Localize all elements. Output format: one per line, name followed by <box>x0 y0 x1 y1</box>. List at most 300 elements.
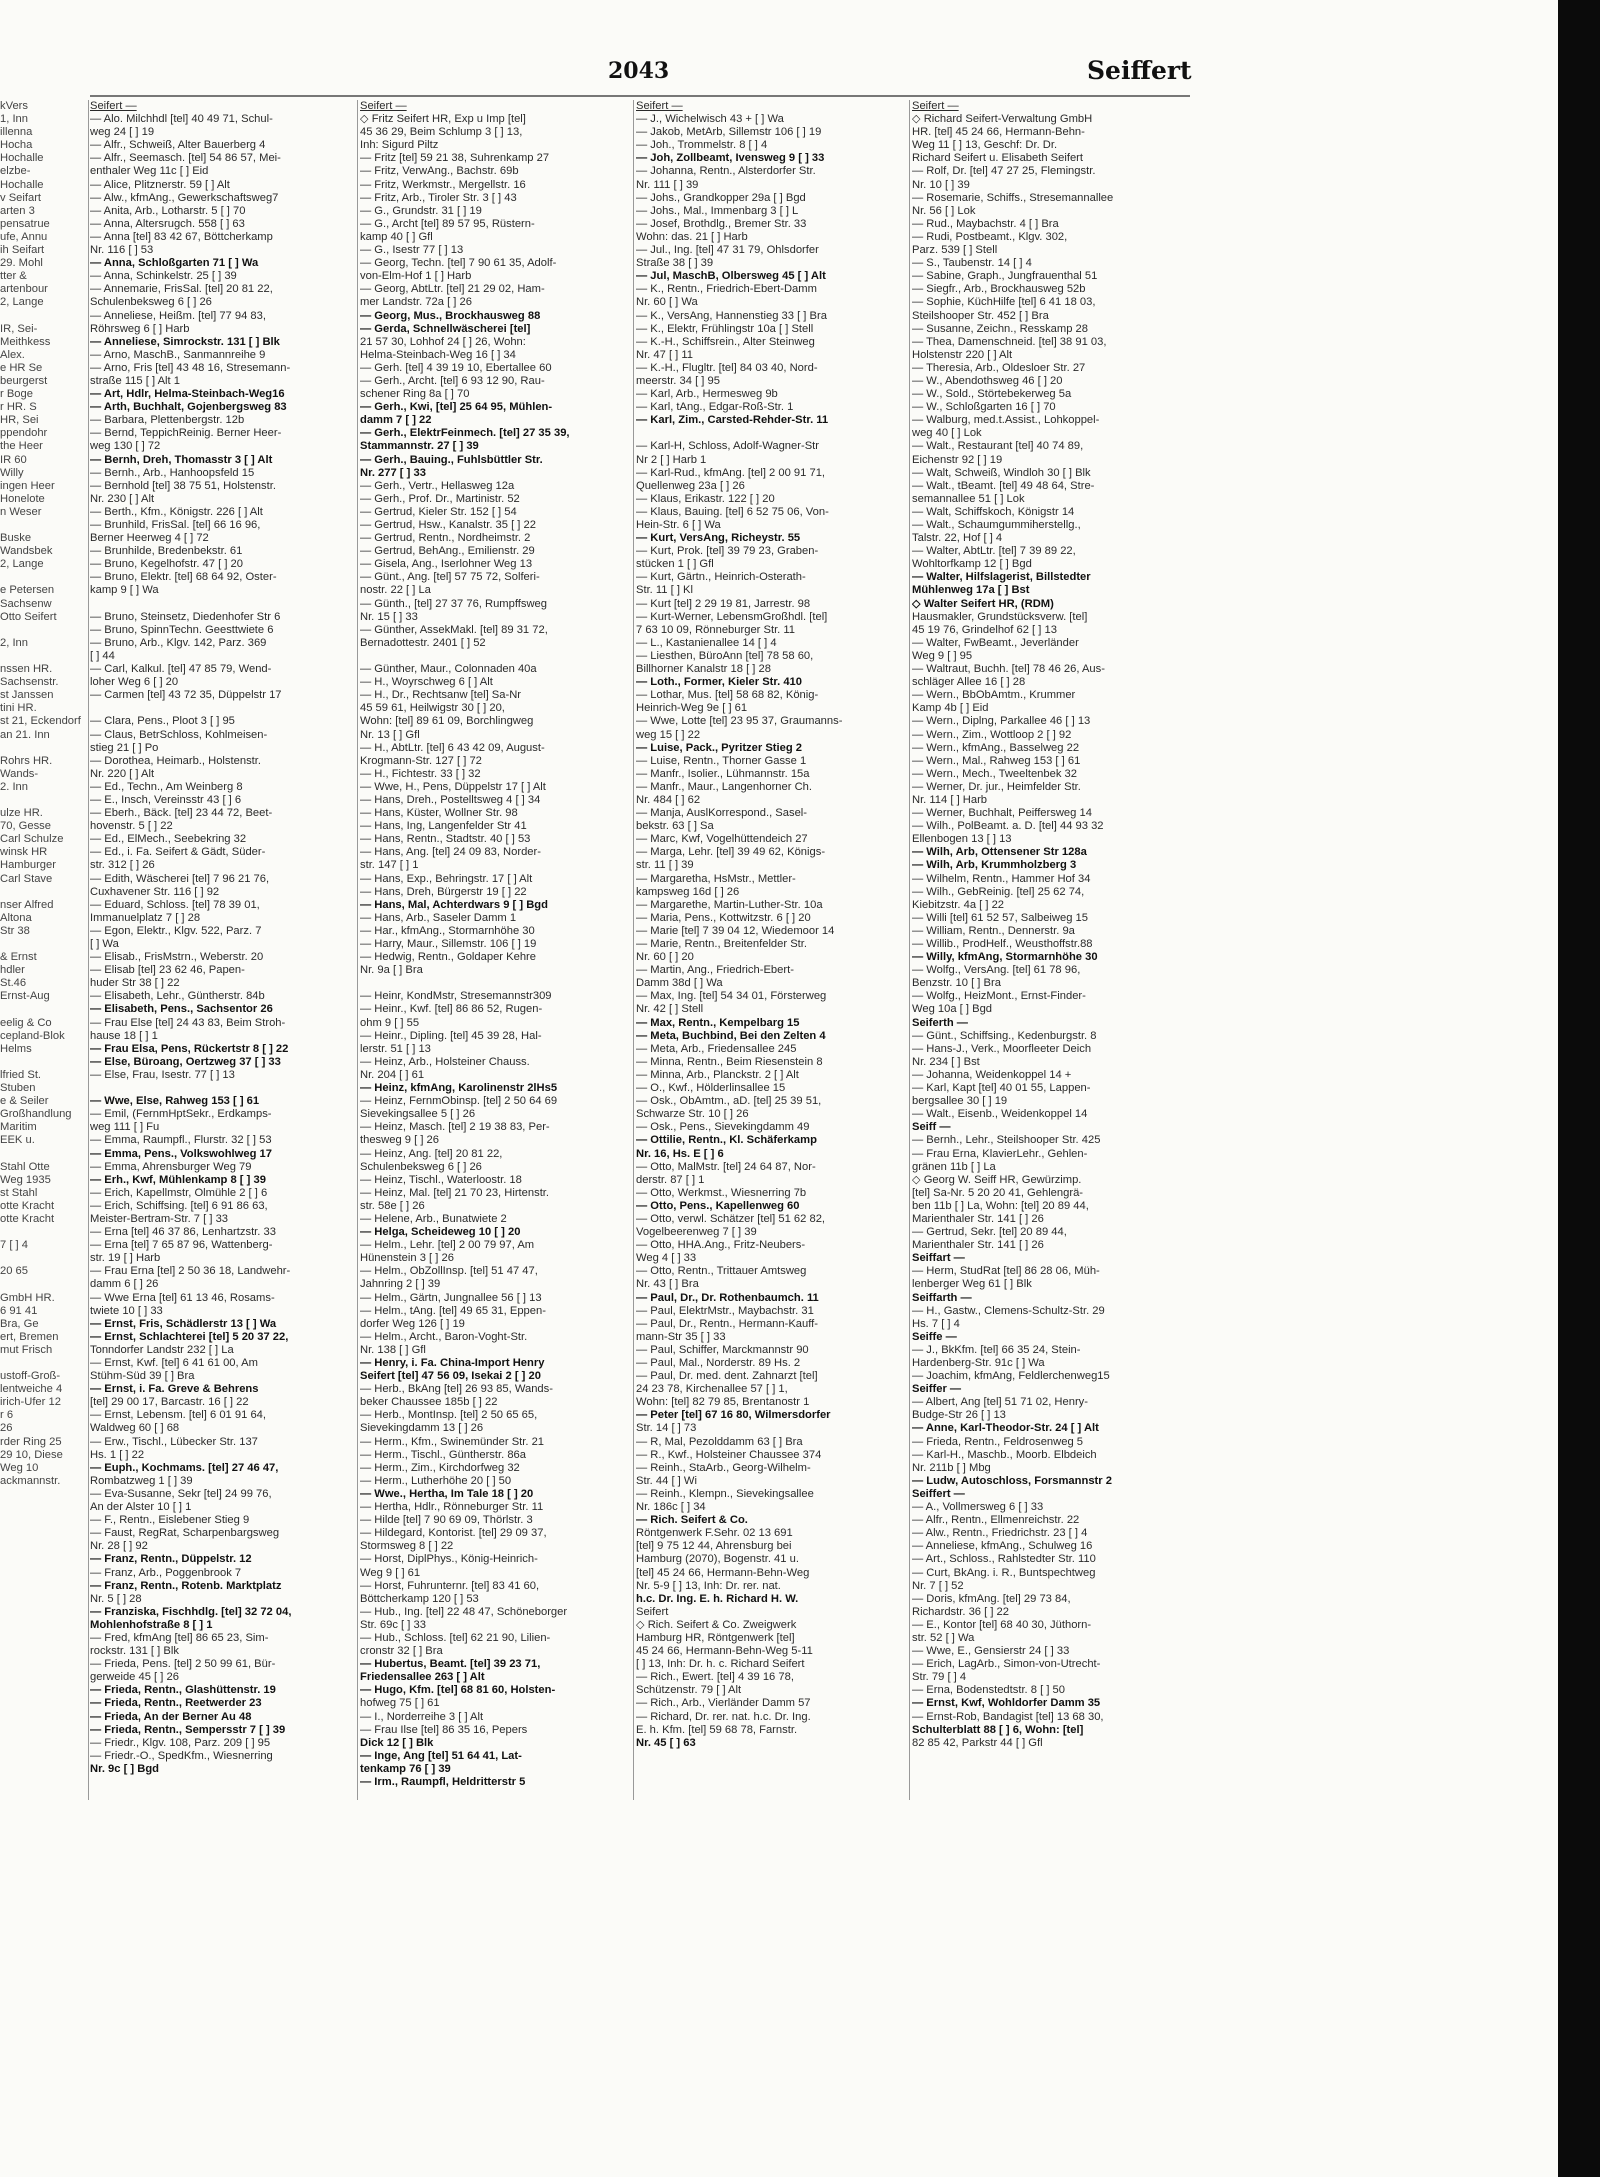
directory-entry-line: Nr. 9c [ ] Bgd <box>90 1762 159 1775</box>
directory-entry-line: — Eva-Susanne, Sekr [tel] 24 99 76, <box>90 1487 272 1500</box>
directory-entry-line: — Fritz, Werkmstr., Mergellstr. 16 <box>360 178 526 191</box>
directory-entry-line: — Karl-H, Schloss, Adolf-Wagner-Str <box>636 440 819 453</box>
directory-entry-line: — Anna, Altersrugch. 558 [ ] 63 <box>90 217 245 230</box>
directory-entry-line: damm 6 [ ] 26 <box>90 1278 159 1291</box>
directory-entry-line: derstr. 87 [ ] 1 <box>636 1173 705 1186</box>
directory-entry-line: — Max, Ing. [tel] 54 34 01, Försterweg <box>636 990 827 1003</box>
directory-entry-line: Marienthaler Str. 141 [ ] 26 <box>912 1239 1044 1252</box>
directory-entry-line: — Klaus, Erikastr. 122 [ ] 20 <box>636 492 775 505</box>
directory-entry-line: — Otto, MalMstr. [tel] 24 64 87, Nor- <box>636 1160 816 1173</box>
directory-entry-line: Nr. 111 [ ] 39 <box>636 178 699 191</box>
fragment-line: irich-Ufer 12 <box>0 1396 61 1409</box>
directory-entry-line: 45 19 76, Grindelhof 62 [ ] 13 <box>912 623 1057 636</box>
directory-entry-line: — Ed., i. Fa. Seifert & Gädt, Süder- <box>90 846 266 859</box>
directory-entry-line: — Wwe., Hertha, Im Tale 18 [ ] 20 <box>360 1487 534 1500</box>
directory-entry-line: Röntgenwerk F.Sehr. 02 13 691 <box>636 1527 793 1540</box>
directory-column-2 <box>360 100 628 2160</box>
directory-entry-line: — Clara, Pens., Ploot 3 [ ] 95 <box>90 715 235 728</box>
directory-entry-line: — Annemarie, FrisSal. [tel] 20 81 22, <box>90 283 273 296</box>
directory-entry-line: — Otto, Rentn., Trittauer Amtsweg <box>636 1265 807 1278</box>
directory-entry-line: — Berth., Kfm., Königstr. 226 [ ] Alt <box>90 505 263 518</box>
directory-entry-line: hovenstr. 5 [ ] 22 <box>90 820 173 833</box>
directory-entry-line: — Ed., Techn., Am Weinberg 8 <box>90 780 243 793</box>
directory-entry-line: — Hans, Exp., Behringstr. 17 [ ] Alt <box>360 872 533 885</box>
directory-entry-line: Schulenbeksweg 6 [ ] 26 <box>90 296 212 309</box>
directory-entry-line: Seiffarth — <box>912 1291 972 1304</box>
directory-entry-line: — Gerh. [tel] 4 39 19 10, Ebertallee 60 <box>360 361 552 374</box>
directory-entry-line: Hünenstein 3 [ ] 26 <box>360 1252 454 1265</box>
directory-entry-line: — Heinz, Arb., Holsteiner Chauss. <box>360 1055 530 1068</box>
fragment-line: Sachsenw <box>0 597 52 610</box>
directory-entry-line: — Claus, BetrSchloss, Kohlmeisen- <box>90 728 268 741</box>
directory-entry-line: — Wilh., PolBeamt. a. D. [tel] 44 93 32 <box>912 820 1104 833</box>
directory-entry-line: — Heinz, Masch. [tel] 2 19 38 83, Per- <box>360 1121 550 1134</box>
directory-entry-line: — Marc, Kwf, Vogelhüttendeich 27 <box>636 833 808 846</box>
directory-entry-line: — Bernd, TeppichReinig. Berner Heer- <box>90 427 282 440</box>
directory-entry-line: — Frieda, Pens. [tel] 2 50 99 61, Bür- <box>90 1658 276 1671</box>
fragment-line: st 21, Eckendorf <box>0 715 81 728</box>
directory-entry-line: Nr. 116 [ ] 53 <box>90 244 154 257</box>
directory-entry-line: — Hub., Ing. [tel] 22 48 47, Schöneborger <box>360 1605 568 1618</box>
directory-entry-line: Meister-Bertram-Str. 7 [ ] 33 <box>90 1212 229 1225</box>
directory-entry-line: — Ernst, i. Fa. Greve & Behrens <box>90 1383 259 1396</box>
directory-entry-line: weg 111 [ ] Fu <box>90 1121 160 1134</box>
directory-entry-line: — Georg, Mus., Brockhausweg 88 <box>360 309 541 322</box>
directory-entry-line: — Barbara, Plettenbergstr. 12b <box>90 414 245 427</box>
directory-entry-line: — Marie [tel] 7 39 04 12, Wiedemoor 14 <box>636 924 835 937</box>
fragment-line <box>0 1357 86 1370</box>
directory-entry-line: — Bruno, Elektr. [tel] 68 64 92, Oster- <box>90 571 277 584</box>
directory-entry-line: — Hubertus, Beamt. [tel] 39 23 71, <box>360 1658 541 1671</box>
directory-entry-line: meerstr. 34 [ ] 95 <box>636 374 720 387</box>
directory-entry-line: Stormsweg 8 [ ] 22 <box>360 1540 454 1553</box>
directory-column-1 <box>90 100 358 2160</box>
directory-entry-line: str. 52 [ ] Wa <box>912 1631 975 1644</box>
directory-entry-line: — Irm., Raumpfl, Heldritterstr 5 <box>360 1776 526 1788</box>
directory-entry-line: mer Landstr. 72a [ ] 26 <box>360 296 472 309</box>
directory-entry-line: Seiffert — <box>912 1487 965 1500</box>
fragment-line: Hochalle <box>0 152 44 165</box>
directory-entry-line: — Rich., Ewert. [tel] 4 39 16 78, <box>636 1671 794 1684</box>
directory-entry-line: bergsallee 30 [ ] 19 <box>912 1095 1008 1108</box>
directory-entry-line: — Bernh., Arb., Hanhoopsfeld 15 <box>90 466 255 479</box>
fragment-line: elzbe- <box>0 165 31 178</box>
fragment-line: beurgerst <box>0 374 48 387</box>
directory-entry-line: Nr. 220 [ ] Alt <box>90 767 155 780</box>
directory-entry-line: semannallee 51 [ ] Lok <box>912 492 1025 505</box>
directory-entry-line: Hamburg HR, Röntgenwerk [tel] <box>636 1631 795 1644</box>
fragment-line <box>0 886 86 899</box>
directory-entry-line: — Joh., Trommelstr. 8 [ ] 4 <box>636 139 768 152</box>
directory-entry-line: — Hans, Dreh, Bürgerstr 19 [ ] 22 <box>360 885 527 898</box>
directory-entry-line: — Osk., Pens., Sievekingdamm 49 <box>636 1121 810 1134</box>
directory-entry-line: — Erich, Kapellmstr, Olmühle 2 [ ] 6 <box>90 1186 268 1199</box>
column-surname-header: Seifert — <box>90 100 137 112</box>
directory-entry-line: — Max, Rentn., Kempelbarg 15 <box>636 1016 800 1029</box>
directory-entry-line: bekstr. 63 [ ] Sa <box>636 820 714 833</box>
directory-entry-line: — Walter, Hilfslagerist, Billstedter <box>912 571 1091 584</box>
directory-entry-line: Vogelbeerenweg 7 [ ] 39 <box>636 1226 757 1239</box>
directory-entry-line: beker Chaussee 185b [ ] 22 <box>360 1396 498 1409</box>
directory-entry-line: — Margaretha, HsMstr., Mettler- <box>636 872 796 885</box>
directory-entry-line: — Paul, Dr., Dr. Rothenbaumch. 11 <box>636 1291 819 1304</box>
directory-entry-line: — Hildegard, Kontorist. [tel] 29 09 37, <box>360 1527 547 1540</box>
fragment-line: 1, Inn <box>0 113 28 126</box>
fragment-line: 29. Mohl <box>0 257 43 270</box>
directory-entry-line: kamp 40 [ ] Gfl <box>360 230 433 243</box>
directory-entry-line: — Jul., Ing. [tel] 47 31 79, Ohlsdorfer <box>636 244 819 257</box>
directory-entry-line: tenkamp 76 [ ] 39 <box>360 1762 451 1775</box>
fragment-line: Buske <box>0 532 32 545</box>
directory-entry-line: lerstr. 51 [ ] 13 <box>360 1042 431 1055</box>
directory-entry-line: — Ernst, Fris, Schädlerstr 13 [ ] Wa <box>90 1317 277 1330</box>
fragment-line: ih Seifart <box>0 244 45 257</box>
directory-entry-line: — Helene, Arb., Bunatwiete 2 <box>360 1212 507 1225</box>
header-rule <box>90 95 1190 97</box>
column-surname-header: Seifert — <box>912 100 959 112</box>
fragment-line: 6 91 41 <box>0 1304 38 1317</box>
directory-entry-line: — Walt, Schweiß, Windloh 30 [ ] Blk <box>912 466 1091 479</box>
page-header-name: Seiffert <box>1087 56 1192 85</box>
directory-entry-line: — Wern., Mal., Rahweg 153 [ ] 61 <box>912 754 1081 767</box>
directory-entry-line: — Hans, Ing, Langenfelder Str 41 <box>360 820 527 833</box>
fragment-line: Sachsenstr. <box>0 676 59 689</box>
directory-entry-line: Nr. 211b [ ] Mbg <box>912 1461 991 1474</box>
fragment-line: Wands- <box>0 767 39 780</box>
directory-entry-line: Marienthaler Str. 141 [ ] 26 <box>912 1212 1044 1225</box>
column-surname-header: Seifert — <box>360 100 407 112</box>
directory-entry-line: — Henry, i. Fa. China-Import Henry <box>360 1357 545 1369</box>
directory-entry-line: — Wwe, E., Gensierstr 24 [ ] 33 <box>912 1645 1070 1658</box>
directory-entry-line: dorfer Weg 126 [ ] 19 <box>360 1317 465 1330</box>
fragment-line: mut Frisch <box>0 1343 53 1356</box>
directory-entry-line: kampsweg 16d [ ] 26 <box>636 885 740 898</box>
directory-entry-line: Hein-Str. 6 [ ] Wa <box>636 519 721 531</box>
fragment-line: winsk HR <box>0 846 48 859</box>
column-divider <box>357 100 358 1800</box>
directory-entry-line: — Helm., ObZollInsp. [tel] 51 47 47, <box>360 1265 538 1278</box>
fragment-line: Otto Seifert <box>0 610 57 623</box>
directory-entry-line: — Wern., Zim., Wottloop 2 [ ] 92 <box>912 728 1072 741</box>
directory-entry-line: ◇ Georg W. Seiff HR, Gewürzimp. <box>912 1173 1082 1186</box>
directory-entry-line: — Herm., Tischl., Güntherstr. 86a <box>360 1448 527 1461</box>
directory-entry-line: — Johanna, Weidenkoppel 14 + <box>912 1068 1072 1081</box>
fragment-line: Weg 10 <box>0 1461 39 1474</box>
directory-entry-line: ohm 9 [ ] 55 <box>360 1016 420 1029</box>
fragment-line: Hamburger <box>0 859 56 872</box>
directory-entry-line: — Bernhold [tel] 38 75 51, Holstenstr. <box>90 479 276 492</box>
directory-entry-line: — Siegfr., Arb., Brockhausweg 52b <box>912 283 1086 296</box>
directory-entry-line: — K.-H., Schiffsrein., Alter Steinweg <box>636 335 815 348</box>
directory-entry-line <box>636 427 904 440</box>
directory-entry-line: Mühlenweg 17a [ ] Bst <box>912 584 1030 597</box>
directory-entry-line: Immanuelplatz 7 [ ] 28 <box>90 911 201 924</box>
fragment-line: 20 65 <box>0 1265 28 1278</box>
directory-entry-line: — Heinz, kfmAng, Karolinenstr 2lHs5 <box>360 1082 558 1095</box>
directory-entry-line: str. 147 [ ] 1 <box>360 859 419 872</box>
directory-entry-line: — Frau Else [tel] 24 43 83, Beim Stroh- <box>90 1016 286 1029</box>
directory-entry-line: [tel] 29 00 17, Barcastr. 16 [ ] 22 <box>90 1396 249 1409</box>
directory-entry-line: Budge-Str 26 [ ] 13 <box>912 1409 1006 1422</box>
directory-entry-line: Straße 38 [ ] 39 <box>636 257 714 270</box>
directory-entry-line: — E., Kontor [tel] 68 40 30, Jüthorn- <box>912 1618 1092 1631</box>
directory-entry-line: weg 24 [ ] 19 <box>90 126 155 139</box>
directory-entry-line: — Euph., Kochmams. [tel] 27 46 47, <box>90 1461 279 1474</box>
directory-entry-line: — Wwe, H., Pens, Düppelstr 17 [ ] Alt <box>360 780 546 793</box>
directory-entry-line: — Erich, Schiffsing. [tel] 6 91 86 63, <box>90 1199 268 1212</box>
directory-entry-line: — H., Gastw., Clemens-Schultz-Str. 29 <box>912 1304 1105 1317</box>
directory-entry-line: [ ] Wa <box>90 938 119 950</box>
directory-entry-line: Nr. 7 [ ] 52 <box>912 1579 964 1592</box>
directory-entry-line: — Anneliese, Simrockstr. 131 [ ] Blk <box>90 335 280 348</box>
directory-entry-line: — Carmen [tel] 43 72 35, Düppelstr 17 <box>90 689 282 702</box>
directory-entry-line: hause 18 [ ] 1 <box>90 1029 158 1042</box>
column-divider <box>88 100 89 1800</box>
directory-entry-line: — Gertrud, Sekr. [tel] 20 89 44, <box>912 1226 1067 1239</box>
directory-entry-line: — Kurt-Werner, LebensmGroßhdl. [tel] <box>636 610 828 623</box>
directory-entry-line: — Meta, Buchbind, Bei den Zelten 4 <box>636 1029 826 1042</box>
directory-entry-line: — Alfr., Schweiß, Alter Bauerberg 4 <box>90 139 266 152</box>
directory-entry-line: — Walt., Restaurant [tel] 40 74 89, <box>912 440 1084 453</box>
directory-entry-line: — H., Woyrschweg 6 [ ] Alt <box>360 676 493 689</box>
directory-entry-line: — H., Fichtestr. 33 [ ] 32 <box>360 767 481 780</box>
fragment-line: 70, Gesse <box>0 820 51 833</box>
directory-entry-line: — Willib., ProdHelf., Weusthoffstr.88 <box>912 938 1093 950</box>
fragment-line: r HR. S <box>0 401 37 414</box>
fragment-line: e Petersen <box>0 584 55 597</box>
directory-entry-line: — Hans, Rentn., Stadtstr. 40 [ ] 53 <box>360 833 531 846</box>
directory-entry-line: Schützenstr. 79 [ ] Alt <box>636 1684 742 1697</box>
directory-entry-line <box>360 977 628 990</box>
directory-entry-line: Seiffe — <box>912 1330 957 1343</box>
directory-entry-line: — Frau Erna, KlavierLehr., Gehlen- <box>912 1147 1088 1160</box>
directory-entry-line: Holstenstr 220 [ ] Alt <box>912 348 1013 361</box>
directory-entry-line: — Otto, HHA.Ang., Fritz-Neubers- <box>636 1239 806 1252</box>
directory-entry-line: — Albert, Ang [tel] 51 71 02, Henry- <box>912 1396 1088 1409</box>
fragment-line: Helms <box>0 1042 32 1055</box>
directory-entry-line: — H., AbtLtr. [tel] 6 43 42 09, August- <box>360 741 545 754</box>
directory-entry-line: — Marga, Lehr. [tel] 39 49 62, Königs- <box>636 846 826 859</box>
directory-entry-line: — A., Vollmersweg 6 [ ] 33 <box>912 1501 1044 1514</box>
directory-entry-line: — Heinr, KondMstr, Stresemannstr309 <box>360 990 552 1003</box>
directory-entry-line: — Curt, BkAng. i. R., Buntspechtweg <box>912 1566 1096 1579</box>
directory-entry-line: Nr. 43 [ ] Bra <box>636 1278 699 1291</box>
directory-entry-line: — Else, Frau, Isestr. 77 [ ] 13 <box>90 1068 235 1081</box>
directory-entry-line: — Heinr., Dipling. [tel] 45 39 28, Hal- <box>360 1029 542 1042</box>
directory-entry-line: Damm 38d [ ] Wa <box>636 977 723 990</box>
directory-entry-line: — Anna, Schinkelstr. 25 [ ] 39 <box>90 270 237 283</box>
directory-entry-line: — Eduard, Schloss. [tel] 78 39 01, <box>90 898 260 911</box>
fragment-line: GmbH HR. <box>0 1291 55 1304</box>
directory-entry-line: — Karl-Rud., kfmAng. [tel] 2 00 91 71, <box>636 466 826 479</box>
directory-entry-line: Nr. 138 [ ] Gfl <box>360 1343 426 1356</box>
directory-entry-line: — Brunhilde, Bredenbekstr. 61 <box>90 545 243 558</box>
directory-entry-line: — Herm., Zim., Kirchdorfweg 32 <box>360 1461 520 1474</box>
directory-entry-line: weg 40 [ ] Lok <box>912 427 982 440</box>
directory-entry-line: loher Weg 6 [ ] 20 <box>90 676 179 689</box>
directory-entry-line: — Gisela, Ang., Iserlohner Weg 13 <box>360 558 533 571</box>
directory-entry-line: — Fred, kfmAng [tel] 86 65 23, Sim- <box>90 1631 269 1644</box>
fragment-line: 2. Inn <box>0 780 28 793</box>
directory-entry-line: — Egon, Elektr., Klgv. 522, Parz. 7 <box>90 924 262 937</box>
fragment-line: Carl Stave <box>0 872 53 885</box>
directory-entry-line: — Sabine, Graph., Jungfrauenthal 51 <box>912 270 1098 283</box>
directory-entry-line: — Brunhild, FrisSal. [tel] 66 16 96, <box>90 519 261 531</box>
fragment-line: Großhandlung <box>0 1108 72 1121</box>
fragment-line: 7 [ ] 4 <box>0 1239 28 1252</box>
directory-entry-line: — Bruno, SpinnTechn. Geesttwiete 6 <box>90 623 274 636</box>
directory-entry-line: — Gerh., Archt. [tel] 6 93 12 90, Rau- <box>360 374 545 387</box>
directory-entry-line: — Alfr., Rentn., Ellmenreichstr. 22 <box>912 1514 1080 1527</box>
directory-entry-line: Seiff — <box>912 1121 951 1134</box>
fragment-line: Wandsbek <box>0 545 53 558</box>
directory-entry-line: — Frieda, Rentn., Sempersstr 7 [ ] 39 <box>90 1723 286 1736</box>
directory-entry-line: — Franz, Rentn., Rotenb. Marktplatz <box>90 1579 282 1592</box>
directory-entry-line: stieg 21 [ ] Po <box>90 741 159 754</box>
directory-entry-line: — Edith, Wäscherei [tel] 7 96 21 76, <box>90 872 270 885</box>
directory-entry-line: — Hans, Ang. [tel] 24 09 83, Norder- <box>360 846 541 859</box>
fragment-line <box>0 1148 86 1161</box>
fragment-line <box>0 1226 86 1239</box>
directory-entry-line: — Hans, Arb., Saseler Damm 1 <box>360 911 517 924</box>
directory-entry-line: — Ernst, Lebensm. [tel] 6 01 91 64, <box>90 1409 266 1422</box>
directory-entry-line: — Anneliese, kfmAng., Schulweg 16 <box>912 1540 1093 1553</box>
fragment-line: ufe, Annu <box>0 230 48 243</box>
directory-entry-line: gerweide 45 [ ] 26 <box>90 1671 179 1684</box>
directory-entry-line: — K.-H., Flugltr. [tel] 84 03 40, Nord- <box>636 361 818 374</box>
directory-entry-line: h.c. Dr. Ing. E. h. Richard H. W. <box>636 1592 799 1605</box>
column-divider <box>909 100 910 1800</box>
fragment-line: ustoff-Groß- <box>0 1370 61 1383</box>
directory-entry-line: — Walter, FwBeamt., Jeverländer <box>912 636 1079 649</box>
directory-entry-line: — Willi [tel] 61 52 57, Salbeiweg 15 <box>912 911 1088 924</box>
directory-entry-line: — Kurt, VersAng, Richeystr. 55 <box>636 532 801 545</box>
directory-entry-line: — Luise, Pack., Pyritzer Stieg 2 <box>636 741 803 754</box>
directory-entry-line: Schwarze Str. 10 [ ] 26 <box>636 1108 749 1121</box>
directory-entry-line: — Carl, Kalkul. [tel] 47 85 79, Wend- <box>90 663 272 676</box>
directory-entry-line: — K., VersAng, Hannenstieg 33 [ ] Bra <box>636 309 827 322</box>
directory-entry-line: — Susanne, Zeichn., Resskamp 28 <box>912 322 1088 335</box>
directory-entry-line: ◇ Richard Seifert-Verwaltung GmbH <box>912 113 1093 126</box>
directory-entry-line: — Inge, Ang [tel] 51 64 41, Lat- <box>360 1749 522 1762</box>
directory-entry-line: — Franz, Rentn., Düppelstr. 12 <box>90 1553 252 1566</box>
directory-entry-line: — Wwe Erna [tel] 61 13 46, Rosams- <box>90 1291 275 1304</box>
directory-entry-line: — Frieda, An der Berner Au 48 <box>90 1710 252 1723</box>
directory-entry-line: 45 59 61, Heilwigstr 30 [ ] 20, <box>360 702 505 715</box>
fragment-line: tini HR. <box>0 702 37 715</box>
directory-entry-line: — Friedr.-O., SpedKfm., Wiesnerring <box>90 1749 273 1762</box>
directory-entry-line: — Ernst, Kwf, Wohldorfer Damm 35 <box>912 1697 1101 1710</box>
directory-entry-line: — Frau Erna [tel] 2 50 36 18, Landwehr- <box>90 1265 291 1278</box>
directory-entry-line: — Frieda, Rentn., Glashüttenstr. 19 <box>90 1684 276 1697</box>
directory-entry-line: kamp 9 [ ] Wa <box>90 584 159 597</box>
directory-entry-line: — Heinz, Mal. [tel] 21 70 23, Hirtenstr. <box>360 1186 550 1199</box>
directory-entry-line: — Bruno, Arb., Klgv. 142, Parz. 369 <box>90 636 267 649</box>
directory-entry-line: Helma-Steinbach-Weg 16 [ ] 34 <box>360 348 516 361</box>
directory-entry-line: Parz. 539 [ ] Stell <box>912 244 998 257</box>
directory-entry-line: — I., Norderreihe 3 [ ] Alt <box>360 1710 484 1723</box>
fragment-line: IR 60 <box>0 453 27 466</box>
directory-entry-line: — J., BkKfm. [tel] 66 35 24, Stein- <box>912 1343 1081 1356</box>
directory-entry-line: Berner Heerweg 4 [ ] 72 <box>90 532 209 545</box>
directory-entry-line: — Otto, Pens., Kapellenweg 60 <box>636 1199 800 1212</box>
fragment-line: nssen HR. <box>0 663 53 676</box>
directory-entry-line: — Karl, Zim., Carsted-Rehder-Str. 11 <box>636 414 829 427</box>
directory-entry-line: lenberger Weg 61 [ ] Blk <box>912 1278 1032 1291</box>
directory-entry-line: — Doris, kfmAng. [tel] 29 73 84, <box>912 1592 1071 1605</box>
directory-entry-line: — Walt., tBeamt. [tel] 49 48 64, Stre- <box>912 479 1095 492</box>
fragment-line: Ernst-Aug <box>0 990 50 1003</box>
directory-entry-line: Jahnring 2 [ ] 39 <box>360 1278 441 1291</box>
directory-entry-line: Stammannstr. 27 [ ] 39 <box>360 440 479 453</box>
directory-entry-line: — Margarethe, Martin-Luther-Str. 10a <box>636 898 823 911</box>
directory-entry-line: — Ernst-Rob, Bandagist [tel] 13 68 30, <box>912 1710 1104 1723</box>
directory-entry-line: — Waltraut, Buchh. [tel] 78 46 26, Aus- <box>912 663 1105 676</box>
directory-entry-line: — Emma, Raumpfl., Flurstr. 32 [ ] 53 <box>90 1134 272 1147</box>
directory-entry-line: — Emil, (FernmHptSekr., Erdkamps- <box>90 1108 272 1121</box>
directory-entry-line: — Gerda, Schnellwäscherei [tel] <box>360 322 531 335</box>
directory-entry-line: Kamp 4b [ ] Eid <box>912 702 989 715</box>
fragment-line: 26 <box>0 1422 13 1435</box>
directory-entry-line: — Hans, Mal, Achterdwars 9 [ ] Bgd <box>360 898 548 911</box>
directory-entry-line: Nr. 9a [ ] Bra <box>360 964 423 977</box>
directory-entry-line: — Franziska, Fischhdlg. [tel] 32 72 04, <box>90 1605 292 1618</box>
directory-entry-line: — Bruno, Steinsetz, Diedenhofer Str 6 <box>90 610 281 623</box>
directory-entry-line: damm 7 [ ] 22 <box>360 414 432 427</box>
directory-entry-line: Sievekingsallee 5 [ ] 26 <box>360 1108 476 1121</box>
fragment-line: an 21. Inn <box>0 728 50 741</box>
directory-entry-line: gränen 11b [ ] La <box>912 1160 996 1173</box>
directory-entry-line: — Georg, Techn. [tel] 7 90 61 35, Adolf- <box>360 257 557 270</box>
fragment-line <box>0 571 86 584</box>
page-number: 2043 <box>608 58 670 84</box>
directory-entry-line: — Frau Ilse [tel] 86 35 16, Pepers <box>360 1723 528 1736</box>
directory-entry-line: twiete 10 [ ] 33 <box>90 1304 163 1317</box>
directory-entry-line: — Fritz [tel] 59 21 38, Suhrenkamp 27 <box>360 152 550 165</box>
directory-entry-line: — Frieda, Rentn., Feldrosenweg 5 <box>912 1435 1084 1448</box>
directory-entry-line: — Fritz, Arb., Tiroler Str. 3 [ ] 43 <box>360 191 517 204</box>
fragment-line: e HR Se <box>0 361 43 374</box>
directory-entry-line: — Dorothea, Heimarb., Holstenstr. <box>90 754 261 767</box>
fragment-line <box>0 519 86 532</box>
directory-entry-line: Benzstr. 10 [ ] Bra <box>912 977 1001 990</box>
directory-entry-line: — Herm., Lutherhöhe 20 [ ] 50 <box>360 1474 512 1487</box>
directory-entry-line: Nr. 186c [ ] 34 <box>636 1501 706 1514</box>
directory-entry-line: — Elisab [tel] 23 62 46, Papen- <box>90 964 245 977</box>
column-divider <box>633 100 634 1800</box>
directory-entry-line: str. 11 [ ] 39 <box>636 859 694 872</box>
directory-entry-line: — Rich. Seifert & Co. <box>636 1514 748 1527</box>
directory-entry-line: — Ottilie, Rentn., Kl. Schäferkamp <box>636 1134 817 1147</box>
directory-entry-line: Nr. 5-9 [ ] 13, Inh: Dr. rer. nat. <box>636 1579 781 1592</box>
directory-entry-line: Nr. 5 [ ] 28 <box>90 1592 142 1605</box>
fragment-line: ulze HR. <box>0 807 43 820</box>
directory-entry-line: — Horst, Fuhrunternr. [tel] 83 41 60, <box>360 1579 540 1592</box>
directory-entry-line: — Wolfg., HeizMont., Ernst-Finder- <box>912 990 1086 1003</box>
directory-entry-line: nostr. 22 [ ] La <box>360 584 431 597</box>
directory-entry-line: — Ernst, Schlachterei [tel] 5 20 37 22, <box>90 1330 289 1343</box>
directory-entry-line: — Erna [tel] 7 65 87 96, Wattenberg- <box>90 1239 273 1252</box>
directory-entry-line: 45 24 66, Hermann-Behn-Weg 5-11 <box>636 1645 813 1658</box>
directory-entry-line: Tonndorfer Landstr 232 [ ] La <box>90 1343 234 1356</box>
fragment-line: EEK u. <box>0 1134 35 1147</box>
directory-entry-line: — Horst, DiplPhys., König-Heinrich- <box>360 1553 538 1566</box>
directory-entry-line: — Wern., Mech., Tweeltenbek 32 <box>912 767 1077 780</box>
directory-entry-line: Inh: Sigurd Piltz <box>360 139 439 152</box>
directory-entry-line: — Hugo, Kfm. [tel] 68 81 60, Holsten- <box>360 1684 556 1697</box>
directory-entry-line: Hamburg (2070), Bogenstr. 41 u. <box>636 1553 799 1566</box>
directory-entry-line: — Erich, LagArb., Simon-von-Utrecht- <box>912 1658 1101 1671</box>
